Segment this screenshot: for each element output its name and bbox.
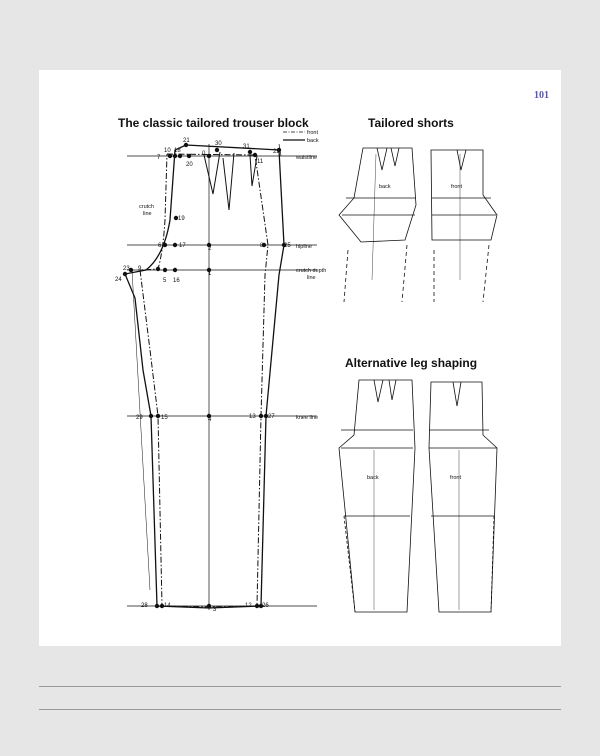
legend-back-label: back: [307, 138, 319, 144]
main-diagram-title: The classic tailored trouser block: [118, 116, 309, 130]
point-21: 21: [183, 138, 190, 144]
point-8: 8: [260, 243, 264, 249]
point-12: 12: [245, 603, 252, 609]
alt-back-label: back: [367, 475, 379, 481]
point-9: 9: [138, 266, 142, 272]
point-29: 29: [136, 415, 143, 421]
point-5: 5: [163, 278, 167, 284]
point-4: 4: [208, 417, 212, 423]
hipline-label: hipline: [296, 244, 312, 250]
inside-leg-guide: [132, 270, 150, 590]
waistline-label: waistline: [296, 155, 318, 161]
back-dart-1: [223, 153, 234, 210]
divider-rule: [39, 709, 561, 710]
knee-line-label: knee line: [296, 415, 319, 421]
point-25: 25: [284, 243, 291, 249]
point-13: 13: [249, 414, 256, 420]
point-26: 26: [262, 603, 269, 609]
shorts-back-label: back: [379, 184, 391, 190]
point-17: 17: [179, 243, 186, 249]
alt-diagram-title: Alternative leg shaping: [345, 356, 478, 370]
point-11: 11: [257, 159, 264, 165]
point-24: 24: [115, 277, 122, 283]
point-10: 10: [164, 148, 171, 154]
point-20: 20: [186, 162, 193, 168]
alt-front-piece: [429, 382, 497, 612]
alt-front-label: front: [450, 475, 462, 481]
front-dart: [204, 152, 220, 194]
point-2: 2: [208, 246, 212, 252]
point-7: 7: [157, 155, 161, 161]
divider-rule: [39, 686, 561, 687]
shorts-front-label: front: [451, 184, 463, 190]
point-16: 16: [173, 278, 180, 284]
guide-labels: [139, 155, 326, 421]
crutch-line-label-line: line: [143, 211, 152, 217]
point-6: 6: [158, 243, 162, 249]
front-outline: [140, 154, 268, 607]
point-27: 27: [268, 414, 275, 420]
page-number: 101: [534, 90, 549, 101]
legend-front-label: front: [307, 130, 319, 136]
point-0: 0: [202, 151, 206, 157]
point-30: 30: [215, 141, 222, 147]
book-page: [39, 70, 561, 646]
diagram-legend: [283, 130, 319, 144]
point-15: 15: [161, 415, 168, 421]
point-31: 31: [243, 144, 250, 150]
point-18: 18: [174, 148, 181, 154]
alt-back-piece: [339, 380, 415, 612]
point-19: 19: [178, 216, 185, 222]
point-22: 22: [273, 149, 280, 155]
point-28: 28: [141, 603, 148, 609]
shorts-front-piece: [431, 150, 497, 302]
back-dart-2: [250, 155, 257, 186]
point-1: 1: [208, 271, 212, 277]
point-3: 3: [213, 607, 217, 613]
crutch-depth-label: crutch depth: [296, 268, 327, 274]
point-23: 23: [123, 266, 130, 272]
pattern-diagrams: [39, 70, 561, 646]
crutch-line-label: crutch: [139, 204, 154, 210]
point-14: 14: [164, 603, 171, 609]
crutch-depth-label-line: line: [307, 275, 316, 281]
shorts-back-piece: [339, 148, 416, 302]
shorts-diagram-title: Tailored shorts: [368, 116, 454, 130]
